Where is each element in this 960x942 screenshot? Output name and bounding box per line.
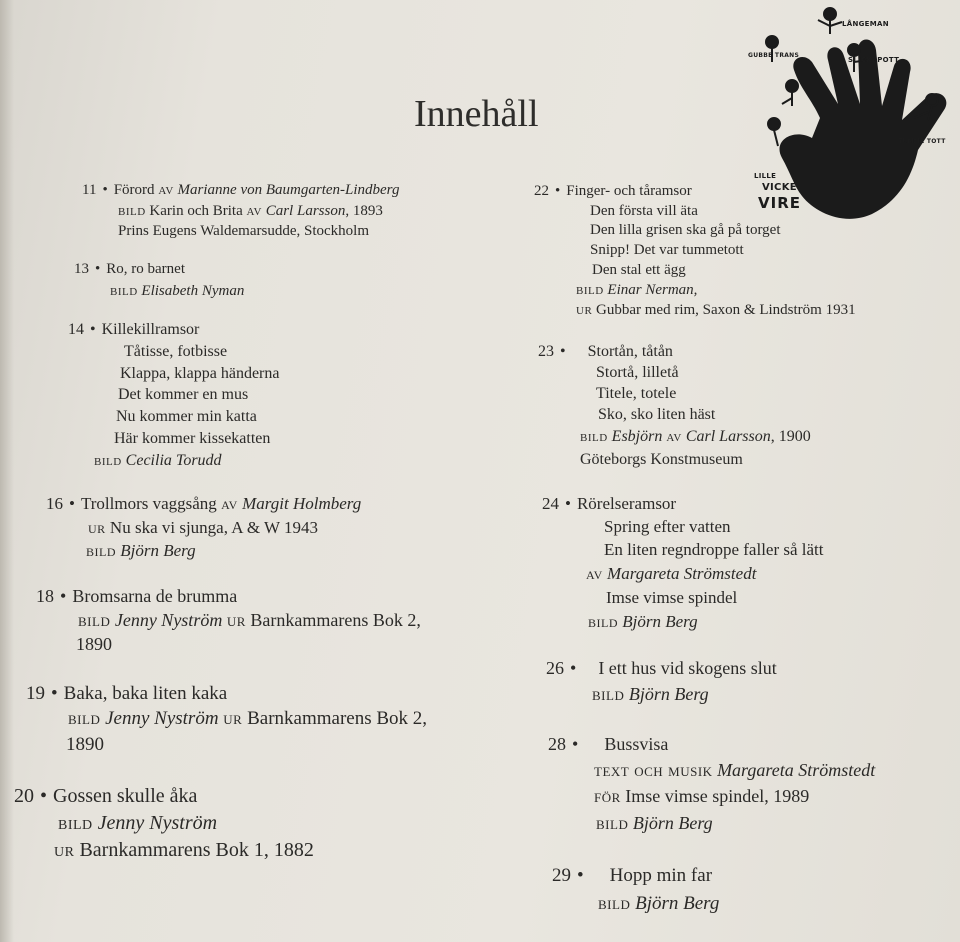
name-text: Björn Berg — [116, 541, 196, 560]
credit-keyword: bild — [580, 428, 608, 445]
page-number: 13 — [74, 261, 89, 277]
entry-line — [590, 203, 698, 220]
credit-keyword: bild — [118, 203, 146, 219]
page-number: 14 — [68, 321, 84, 338]
entry-line — [114, 430, 270, 448]
entry-line — [118, 203, 383, 220]
credit-keyword: ur — [226, 610, 246, 630]
entry-line — [118, 223, 369, 240]
entry-line — [76, 634, 112, 655]
credit-keyword: bild — [588, 612, 618, 631]
entry-text: Nu ska vi sjunga, A & W 1943 — [105, 518, 319, 537]
credit-keyword: bild — [596, 813, 629, 833]
entry-line — [110, 283, 244, 300]
entry-text: Titele, totele — [596, 385, 677, 402]
entry-line — [86, 541, 196, 561]
name-text: Margit Holmberg — [237, 494, 362, 513]
entry-text: En liten regndroppe faller så lätt — [604, 540, 824, 559]
entry-text: Snipp! Det var tummetott — [590, 242, 744, 258]
entry-line — [598, 658, 777, 678]
name-text: Einar Nerman, — [603, 282, 698, 298]
entry-line — [606, 588, 737, 608]
credit-keyword: bild — [110, 283, 138, 299]
entry-line — [596, 385, 676, 403]
entry-text: Stortå, lilletå — [596, 364, 679, 381]
entry-line — [592, 684, 709, 705]
illustration-label-gubbe-trans: GUBBE TRANS — [748, 52, 800, 59]
page-number: 19 — [26, 683, 45, 704]
credit-keyword: bild — [576, 282, 604, 298]
page-number: 18 — [36, 586, 54, 606]
credit-keyword: ur — [576, 302, 593, 318]
entry-text: Göteborgs Konstmuseum — [580, 451, 743, 468]
credit-keyword: av — [221, 494, 238, 513]
credit-keyword: för — [594, 786, 621, 806]
entry-text: Barnkammarens Bok 2, — [245, 610, 421, 630]
name-text: Björn Berg — [630, 893, 720, 914]
entry-text: Finger- och tåramsor — [566, 183, 692, 199]
entry-text: Killekillramsor — [101, 321, 200, 338]
page-number: 22 — [534, 183, 549, 199]
entry-line — [114, 182, 400, 198]
credit-keyword: text och musik — [594, 760, 713, 780]
entry-line — [81, 494, 361, 513]
entry-line — [58, 812, 217, 835]
entry-text: Tåtisse, fotbisse — [124, 343, 228, 360]
illustration-label-langeman: LÅNGEMAN — [842, 20, 889, 28]
entry-line — [590, 242, 744, 259]
entry-text: Sko, sko liten häst — [598, 406, 716, 423]
entry-text: 1890 — [66, 734, 104, 755]
entry-text: Den lilla grisen ska gå på torget — [590, 222, 781, 238]
entry-text: Spring efter vatten — [604, 517, 731, 536]
credit-keyword: av — [586, 564, 603, 583]
illustration-label-vire: VIRE — [758, 194, 801, 212]
credit-keyword: bild — [598, 893, 631, 914]
entry-line — [53, 785, 197, 807]
name-text: Marianne von Baumgarten-Lindberg — [173, 182, 400, 198]
credit-keyword: bild — [86, 541, 116, 560]
illustration-label-slickepott: SLICKEPOTT — [848, 56, 900, 64]
entry-text: Karin och Brita — [145, 203, 247, 219]
entry-line — [72, 586, 237, 606]
name-text: Björn Berg — [628, 813, 713, 833]
page-number: 29 — [552, 865, 571, 886]
entry-line — [576, 302, 856, 319]
name-text: Carl Larsson — [261, 203, 346, 219]
credit-keyword: av — [246, 203, 262, 219]
illustration-label-vicke: VICKE — [762, 182, 797, 193]
entry-line — [94, 452, 222, 470]
entry-text: Nu kommer min katta — [116, 408, 257, 425]
hand-illustration — [742, 0, 960, 220]
entry-text: Gossen skulle åka — [53, 785, 198, 807]
entry-text: Baka, baka liten kaka — [63, 683, 228, 704]
entry-line — [610, 865, 712, 886]
entry-text: Imse vimse spindel, 1989 — [620, 786, 810, 806]
name-text: Margareta Strömstedt — [712, 760, 876, 780]
entry-line — [588, 612, 698, 632]
entry-line — [88, 518, 318, 538]
entry-line — [66, 734, 104, 756]
entry-line — [580, 451, 743, 469]
entry-text: , 1893 — [345, 203, 383, 219]
entry-line — [594, 786, 809, 807]
credit-keyword: ur — [54, 839, 75, 861]
entry-line — [124, 343, 227, 361]
entry-text: Här kommer kissekatten — [114, 430, 271, 447]
page-number: 20 — [14, 785, 34, 807]
entry-text: Prins Eugens Waldemarsudde, Stockholm — [118, 223, 369, 239]
entry-text: Klappa, klappa händerna — [120, 365, 280, 382]
entry-line — [598, 406, 715, 424]
entry-line — [106, 261, 185, 277]
entry-text: I ett hus vid skogens slut — [598, 658, 777, 678]
page-number: 24 — [542, 494, 559, 513]
entry-text: Hopp min far — [609, 865, 713, 886]
entry-line — [596, 813, 713, 834]
page-number: 26 — [546, 658, 564, 678]
entry-line — [116, 408, 257, 426]
entry-text: Den första vill äta — [590, 203, 698, 219]
entry-text: Gubbar med rim, Saxon & Lindström 1931 — [592, 302, 856, 318]
page-number: 28 — [548, 734, 566, 754]
credit-keyword: ur — [88, 518, 106, 537]
entry-line — [588, 343, 673, 360]
credit-keyword: bild — [592, 684, 625, 704]
entry-line — [566, 183, 692, 199]
credit-keyword: bild — [58, 812, 93, 834]
entry-line — [577, 494, 676, 513]
page-edge-shadow — [0, 0, 14, 942]
entry-text: Stortån, tåtån — [587, 343, 673, 360]
name-text: Margareta Strömstedt — [602, 564, 757, 583]
credit-keyword: bild — [68, 708, 101, 729]
credit-keyword: bild — [94, 452, 122, 469]
name-text: Elisabeth Nyman — [137, 283, 245, 299]
page-number: 16 — [46, 494, 63, 513]
entry-text: Ro, ro barnet — [106, 261, 185, 277]
entry-line — [68, 708, 427, 730]
entry-line — [596, 364, 679, 382]
name-text: Cecilia Torudd — [121, 452, 222, 469]
entry-line — [54, 839, 314, 862]
entry-text: Förord — [113, 182, 159, 198]
entry-line — [604, 540, 824, 560]
entry-line — [120, 365, 279, 383]
entry-line — [598, 893, 719, 915]
name-text: Björn Berg — [618, 612, 698, 631]
name-text: Jenny Nyström — [92, 812, 218, 834]
entry-text: Imse vimse spindel — [606, 588, 738, 607]
entry-line — [64, 683, 228, 704]
entry-text: Den stal ett ägg — [592, 262, 686, 278]
name-text: Esbjörn — [607, 428, 663, 445]
entry-line — [592, 262, 686, 279]
entry-text: Bromsarna de brumma — [72, 586, 238, 606]
illustration-label-lille: LILLE — [754, 172, 777, 180]
name-text: Jenny Nyström — [100, 708, 219, 729]
name-text: Jenny Nyström — [110, 610, 223, 630]
page-number: 23 — [538, 343, 554, 360]
entry-line — [604, 734, 668, 754]
entry-line — [590, 222, 781, 239]
name-text: Carl Larsson — [681, 428, 771, 445]
credit-keyword: av — [158, 182, 174, 198]
entry-line — [586, 564, 756, 584]
entry-line — [118, 386, 248, 404]
entry-text: Bussvisa — [604, 734, 669, 754]
entry-text: 1890 — [76, 634, 112, 654]
entry-line — [102, 321, 200, 338]
entry-text: Barnkammarens Bok 1, 1882 — [74, 839, 314, 861]
entry-text: Trollmors vaggsång — [80, 494, 222, 513]
entry-line — [604, 517, 731, 537]
credit-keyword: bild — [78, 610, 111, 630]
entry-text: Barnkammarens Bok 2, — [242, 708, 428, 729]
credit-keyword: ur — [223, 708, 243, 729]
illustration-label-tumme-tott: TUMME TOTT — [898, 138, 946, 145]
entry-line — [78, 610, 421, 631]
credit-keyword: av — [666, 428, 682, 445]
page-title: Innehåll — [414, 93, 539, 135]
entry-text: , 1900 — [770, 428, 811, 445]
entry-line — [594, 760, 875, 781]
page-number: 11 — [82, 182, 97, 198]
entry-text: Det kommer en mus — [118, 386, 249, 403]
entry-line — [576, 282, 697, 299]
name-text: Björn Berg — [624, 684, 709, 704]
entry-line — [580, 428, 811, 446]
entry-text: Rörelseramsor — [576, 494, 677, 513]
